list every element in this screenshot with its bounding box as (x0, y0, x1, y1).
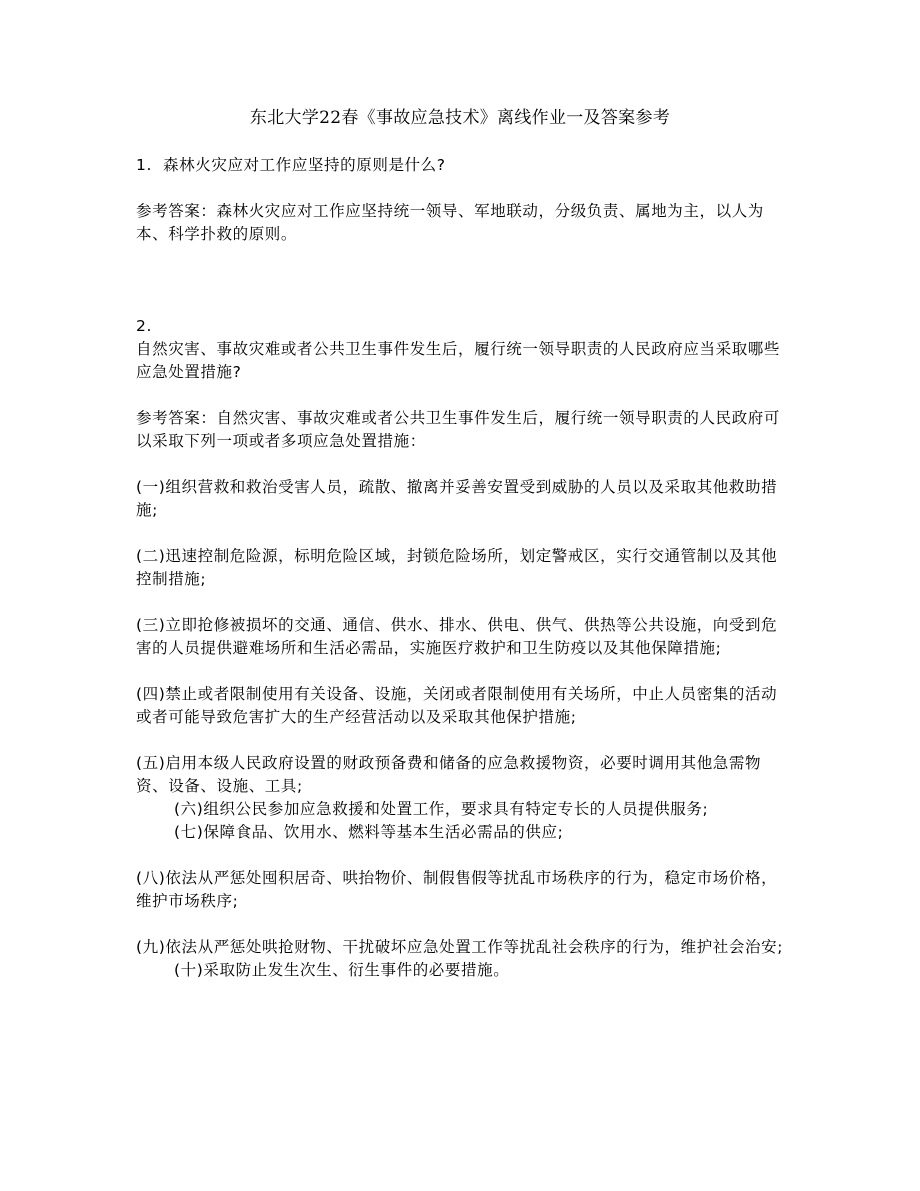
answer-1: 参考答案：森林火灾应对工作应坚持统一领导、军地联动，分级负责、属地为主，以人为本、科学扑救的原则。 (136, 202, 764, 243)
measure-item-9: (九)依法从严惩处哄抢财物、干扰破坏应急处置工作等扰乱社会秩序的行为，维护社会治安; (136, 938, 784, 956)
question-2-number: 2. (136, 317, 152, 335)
measure-item-10: (十)采取防止发生次生、衍生事件的必要措施。 (174, 961, 510, 979)
document-title: 东北大学22春《事故应急技术》离线作业一及答案参考 (249, 108, 671, 128)
question-2: 自然灾害、事故灾难或者公共卫生事件发生后，履行统一领导职责的人民政府应当采取哪些应急处置措施? (136, 340, 781, 381)
measure-item-2: (二)迅速控制危险源，标明危险区域，封锁危险场所，划定警戒区，实行交通管制以及其他控制措施; (136, 547, 778, 588)
measure-item-8: (八)依法从严惩处囤积居奇、哄抬物价、制假售假等扰乱市场秩序的行为，稳定市场价格，维护市场秩序; (136, 869, 778, 910)
document-body (136, 154, 786, 1005)
question-1: 1. 森林火灾应对工作应坚持的原则是什么? (136, 156, 446, 174)
measure-item-5: (五)启用本级人民政府设置的财政预备费和储备的应急救援物资，必要时调用其他急需物资、设备、设施、工具; (136, 754, 762, 795)
measure-item-1: (一)组织营救和救治受害人员，疏散、撤离并妥善安置受到威胁的人员以及采取其他救助措施; (136, 478, 778, 519)
measure-item-6: (六)组织公民参加应急救援和处置工作，要求具有特定专长的人员提供服务; (174, 800, 709, 818)
answer-2: 参考答案：自然灾害、事故灾难或者公共卫生事件发生后，履行统一领导职责的人民政府可以采取下列一项或者多项应急处置措施： (136, 409, 781, 450)
measure-item-4: (四)禁止或者限制使用有关设备、设施，关闭或者限制使用有关场所，中止人员密集的活动或者可能导致危害扩大的生产经营活动以及采取其他保护措施; (136, 685, 778, 726)
measure-item-7: (七)保障食品、饮用水、燃料等基本生活必需品的供应; (174, 823, 564, 841)
measure-item-3: (三)立即抢修被损坏的交通、通信、供水、排水、供电、供气、供热等公共设施，向受到危害的人员提供避难场所和生活必需品，实施医疗救护和卫生防疫以及其他保障措施; (136, 616, 778, 657)
